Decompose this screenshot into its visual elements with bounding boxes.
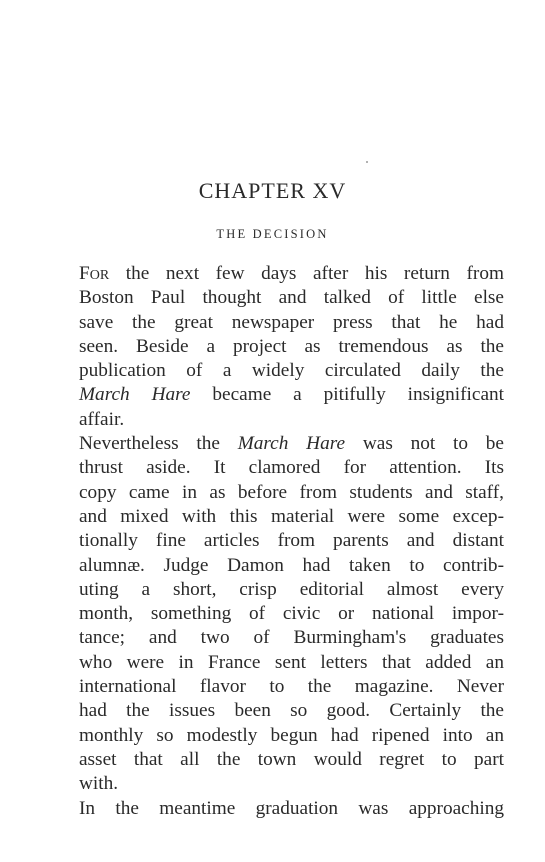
paragraph (79, 262, 504, 432)
text-segment: and mixed with this material were some excep- (79, 505, 504, 527)
text-segment: who were in France sent letters that added an (79, 651, 504, 673)
text-segment: month, something of civic or national impor- (79, 603, 504, 625)
text-segment: uting a short, crisp editorial almost every (79, 578, 504, 600)
text-line (79, 772, 504, 796)
text-segment: Boston Paul thought and talked of little else (79, 287, 504, 309)
chapter-title: CHAPTER XV (198, 178, 347, 203)
text-segment: seen. Beside a project as tremendous as the (79, 335, 504, 357)
text-line (79, 481, 504, 505)
italic-title-text: March Hare (79, 384, 191, 406)
text-segment: affair. (79, 408, 125, 430)
text-segment: save the great newspaper press that he had (79, 311, 504, 333)
text-line (79, 724, 504, 748)
text-segment: Nevertheless the (79, 433, 238, 455)
text-line (79, 626, 504, 650)
text-segment: copy came in as before from students and staff, (79, 481, 504, 503)
italic-title-text: March Hare (237, 433, 346, 455)
smallcaps-text: For (79, 263, 110, 284)
text-line (79, 529, 504, 553)
text-segment: alumnæ. Judge Damon had taken to contrib- (79, 554, 504, 576)
text-line (79, 748, 504, 772)
text-line (79, 797, 504, 821)
text-line (79, 699, 504, 723)
text-segment: publication of a widely circulated daily the (79, 360, 504, 382)
chapter-subtitle: THE DECISION (216, 227, 329, 241)
text-segment: the next few days after his return from (109, 263, 504, 284)
text-line (79, 651, 504, 675)
text-line (79, 359, 504, 383)
text-line (79, 262, 504, 286)
text-segment: international flavor to the magazine. Never (79, 676, 504, 698)
text-segment: became a pitifully insignificant (190, 384, 504, 406)
text-segment: tionally fine articles from parents and distant (79, 530, 504, 552)
text-segment: had the issues been so good. Certainly the (79, 700, 504, 722)
text-line (79, 578, 504, 602)
text-segment: with. (79, 773, 119, 795)
text-line (79, 602, 504, 626)
text-segment: tance; and two of Burmingham's graduates (79, 627, 504, 649)
text-line (79, 505, 504, 529)
text-segment: asset that all the town would regret to part (79, 748, 504, 770)
text-line (79, 286, 504, 310)
body-text (79, 262, 504, 821)
text-segment: thrust aside. It clamored for attention. Its (79, 457, 504, 479)
text-segment: was not to be (345, 433, 504, 455)
paper-speck (366, 161, 368, 163)
text-line (79, 554, 504, 578)
text-line (79, 408, 504, 432)
text-segment: monthly so modestly begun had ripened into an (79, 724, 504, 746)
paragraph (79, 797, 504, 821)
text-line (79, 383, 504, 407)
text-line (79, 335, 504, 359)
paragraph (79, 432, 504, 796)
text-line (79, 432, 504, 456)
text-segment: In the meantime graduation was approaching (79, 797, 504, 819)
text-line (79, 456, 504, 480)
text-line (79, 311, 504, 335)
text-line (79, 675, 504, 699)
